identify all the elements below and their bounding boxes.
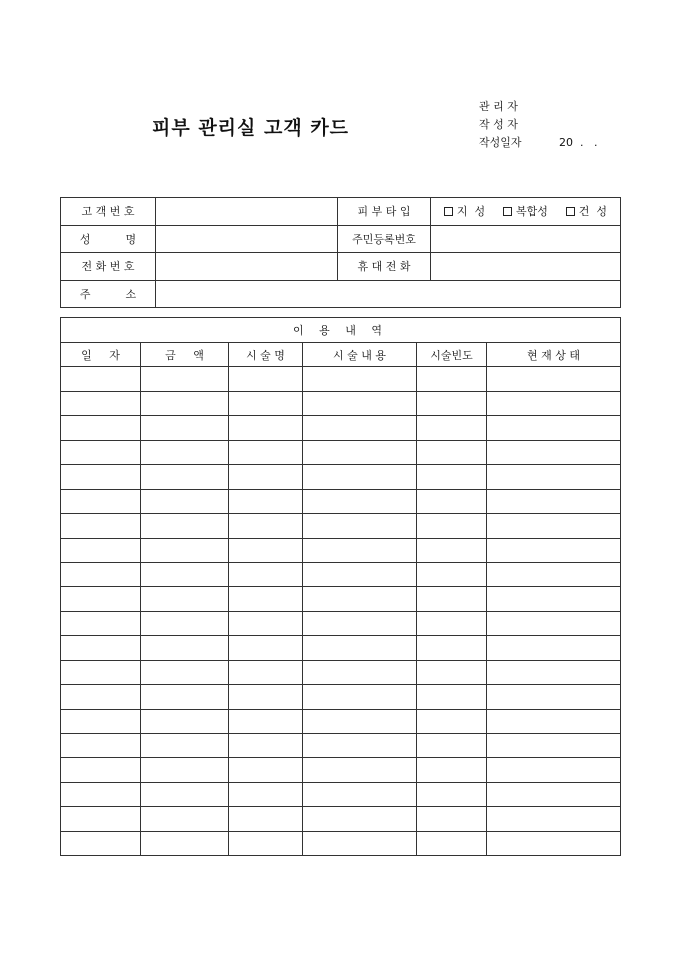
table-row <box>61 391 621 415</box>
table-cell[interactable] <box>417 758 487 782</box>
table-cell[interactable] <box>229 782 303 806</box>
table-cell[interactable] <box>61 709 141 733</box>
table-cell[interactable] <box>141 391 229 415</box>
table-cell[interactable] <box>417 465 487 489</box>
table-cell[interactable] <box>141 685 229 709</box>
table-cell[interactable] <box>229 538 303 562</box>
table-cell[interactable] <box>487 758 621 782</box>
manager-row <box>479 98 619 116</box>
table-cell[interactable] <box>487 538 621 562</box>
address-label: 주 소 <box>61 280 156 308</box>
table-cell[interactable] <box>303 367 417 391</box>
table-cell[interactable] <box>141 660 229 684</box>
table-cell[interactable] <box>303 465 417 489</box>
table-cell[interactable] <box>417 611 487 635</box>
table-cell[interactable] <box>61 514 141 538</box>
table-cell[interactable] <box>61 807 141 831</box>
table-cell[interactable] <box>141 758 229 782</box>
table-cell[interactable] <box>303 660 417 684</box>
table-cell[interactable] <box>487 831 621 855</box>
info-row <box>61 280 621 308</box>
table-cell[interactable] <box>61 685 141 709</box>
table-cell[interactable] <box>229 416 303 440</box>
table-cell[interactable] <box>417 514 487 538</box>
table-cell[interactable] <box>61 758 141 782</box>
table-row <box>61 562 621 586</box>
table-cell[interactable] <box>141 831 229 855</box>
table-cell[interactable] <box>141 611 229 635</box>
manager-label: 관 리 자 <box>479 100 518 113</box>
table-cell[interactable] <box>303 562 417 586</box>
table-cell[interactable] <box>141 367 229 391</box>
table-cell[interactable] <box>417 489 487 513</box>
usage-header-row <box>61 343 621 367</box>
table-cell[interactable] <box>487 709 621 733</box>
customer-no-label: 고 객 번 호 <box>61 198 156 226</box>
table-cell[interactable] <box>303 734 417 758</box>
table-cell[interactable] <box>229 660 303 684</box>
date-value[interactable]: 20 . . <box>559 136 598 149</box>
customer-no-field[interactable] <box>156 198 338 226</box>
table-cell[interactable] <box>141 416 229 440</box>
table-cell[interactable] <box>61 734 141 758</box>
table-cell[interactable] <box>141 440 229 464</box>
table-cell[interactable] <box>487 807 621 831</box>
skin-option-dry[interactable]: 건 성 <box>566 203 607 219</box>
table-cell[interactable] <box>303 611 417 635</box>
table-cell[interactable] <box>141 734 229 758</box>
table-cell[interactable] <box>61 367 141 391</box>
page-title: 피부 관리실 고객 카드 <box>152 117 350 139</box>
skin-option-combination[interactable]: 복합성 <box>503 203 548 219</box>
checkbox-icon <box>444 207 453 216</box>
table-cell[interactable] <box>417 440 487 464</box>
customer-info-table <box>60 197 621 308</box>
table-cell[interactable] <box>417 538 487 562</box>
skin-option-oily[interactable]: 지 성 <box>444 203 485 219</box>
phone-label: 전 화 번 호 <box>61 253 156 281</box>
table-cell[interactable] <box>487 440 621 464</box>
skin-type-label: 피 부 타 입 <box>338 198 431 226</box>
skin-type-field <box>431 198 621 226</box>
table-cell[interactable] <box>61 831 141 855</box>
table-cell[interactable] <box>303 514 417 538</box>
col-header-amount: 금 액 <box>141 343 229 367</box>
table-cell[interactable] <box>61 782 141 806</box>
resident-no-label: 주민등록번호 <box>338 225 431 253</box>
table-cell[interactable] <box>141 587 229 611</box>
table-cell[interactable] <box>61 440 141 464</box>
table-cell[interactable] <box>303 782 417 806</box>
usage-caption: 이 용 내 역 <box>61 318 621 343</box>
table-cell[interactable] <box>229 562 303 586</box>
address-field[interactable] <box>156 280 621 308</box>
table-row <box>61 831 621 855</box>
table-cell[interactable] <box>229 391 303 415</box>
table-cell[interactable] <box>141 807 229 831</box>
table-cell[interactable] <box>417 831 487 855</box>
table-row <box>61 660 621 684</box>
table-cell[interactable] <box>303 416 417 440</box>
checkbox-icon <box>566 207 575 216</box>
table-cell[interactable] <box>487 514 621 538</box>
writer-row <box>479 116 619 134</box>
table-cell[interactable] <box>303 831 417 855</box>
col-header-treatment-detail: 시 술 내 용 <box>303 343 417 367</box>
table-cell[interactable] <box>417 416 487 440</box>
table-cell[interactable] <box>229 636 303 660</box>
meta-block <box>479 98 619 152</box>
manager-value[interactable] <box>559 98 619 116</box>
table-cell[interactable] <box>487 416 621 440</box>
info-row <box>61 198 621 226</box>
name-field[interactable] <box>156 225 338 253</box>
table-cell[interactable] <box>229 611 303 635</box>
table-cell[interactable] <box>229 489 303 513</box>
table-cell[interactable] <box>417 709 487 733</box>
table-cell[interactable] <box>141 709 229 733</box>
table-cell[interactable] <box>487 562 621 586</box>
table-cell[interactable] <box>229 587 303 611</box>
table-cell[interactable] <box>487 636 621 660</box>
table-row <box>61 416 621 440</box>
usage-rows <box>61 367 621 856</box>
table-cell[interactable] <box>487 391 621 415</box>
table-cell[interactable] <box>417 391 487 415</box>
table-cell[interactable] <box>229 685 303 709</box>
col-header-current-status: 현 재 상 태 <box>487 343 621 367</box>
table-cell[interactable] <box>229 465 303 489</box>
table-cell[interactable] <box>229 807 303 831</box>
table-row <box>61 611 621 635</box>
table-cell[interactable] <box>229 709 303 733</box>
table-cell[interactable] <box>141 562 229 586</box>
table-cell[interactable] <box>141 636 229 660</box>
table-cell[interactable] <box>417 660 487 684</box>
table-cell[interactable] <box>61 416 141 440</box>
col-header-treatment: 시 술 명 <box>229 343 303 367</box>
table-cell[interactable] <box>229 831 303 855</box>
table-row <box>61 440 621 464</box>
table-cell[interactable] <box>141 489 229 513</box>
table-cell[interactable] <box>141 465 229 489</box>
table-cell[interactable] <box>61 465 141 489</box>
name-label: 성 명 <box>61 225 156 253</box>
table-cell[interactable] <box>487 782 621 806</box>
table-row <box>61 636 621 660</box>
table-cell[interactable] <box>61 562 141 586</box>
table-cell[interactable] <box>417 636 487 660</box>
table-row <box>61 587 621 611</box>
table-row <box>61 709 621 733</box>
table-cell[interactable] <box>303 538 417 562</box>
table-cell[interactable] <box>417 734 487 758</box>
usage-history-table <box>60 317 621 856</box>
skin-type-options <box>431 203 620 219</box>
writer-label: 작 성 자 <box>479 118 518 131</box>
date-row <box>479 134 619 152</box>
table-cell[interactable] <box>229 734 303 758</box>
table-row <box>61 538 621 562</box>
table-cell[interactable] <box>303 807 417 831</box>
table-cell[interactable] <box>417 587 487 611</box>
table-cell[interactable] <box>417 562 487 586</box>
info-row <box>61 253 621 281</box>
table-row <box>61 685 621 709</box>
table-cell[interactable] <box>487 489 621 513</box>
table-cell[interactable] <box>229 514 303 538</box>
col-header-frequency: 시술빈도 <box>417 343 487 367</box>
table-cell[interactable] <box>417 782 487 806</box>
table-cell[interactable] <box>141 538 229 562</box>
table-cell[interactable] <box>487 367 621 391</box>
table-row <box>61 489 621 513</box>
table-cell[interactable] <box>417 685 487 709</box>
table-cell[interactable] <box>303 685 417 709</box>
table-cell[interactable] <box>487 611 621 635</box>
table-cell[interactable] <box>487 660 621 684</box>
table-cell[interactable] <box>487 465 621 489</box>
table-row <box>61 782 621 806</box>
table-cell[interactable] <box>61 660 141 684</box>
table-row <box>61 367 621 391</box>
mobile-label: 휴 대 전 화 <box>338 253 431 281</box>
table-cell[interactable] <box>141 782 229 806</box>
table-cell[interactable] <box>303 636 417 660</box>
table-cell[interactable] <box>141 514 229 538</box>
checkbox-icon <box>503 207 512 216</box>
table-row <box>61 465 621 489</box>
table-cell[interactable] <box>303 758 417 782</box>
table-cell[interactable] <box>229 440 303 464</box>
table-row <box>61 758 621 782</box>
table-cell[interactable] <box>303 489 417 513</box>
table-row <box>61 734 621 758</box>
table-cell[interactable] <box>61 538 141 562</box>
writer-value[interactable] <box>559 116 619 134</box>
table-cell[interactable] <box>487 685 621 709</box>
table-cell[interactable] <box>417 367 487 391</box>
table-cell[interactable] <box>417 807 487 831</box>
table-cell[interactable] <box>303 440 417 464</box>
date-label: 작성일자 <box>479 136 522 149</box>
table-cell[interactable] <box>487 587 621 611</box>
info-row <box>61 225 621 253</box>
table-cell[interactable] <box>61 611 141 635</box>
usage-caption-row <box>61 318 621 343</box>
table-cell[interactable] <box>61 587 141 611</box>
table-cell[interactable] <box>303 709 417 733</box>
table-cell[interactable] <box>303 587 417 611</box>
table-cell[interactable] <box>61 391 141 415</box>
table-cell[interactable] <box>61 489 141 513</box>
mobile-field[interactable] <box>431 253 621 281</box>
phone-field[interactable] <box>156 253 338 281</box>
table-cell[interactable] <box>229 367 303 391</box>
table-cell[interactable] <box>303 391 417 415</box>
col-header-date: 일 자 <box>61 343 141 367</box>
table-cell[interactable] <box>61 636 141 660</box>
table-cell[interactable] <box>229 758 303 782</box>
resident-no-field[interactable] <box>431 225 621 253</box>
table-row <box>61 807 621 831</box>
table-row <box>61 514 621 538</box>
table-cell[interactable] <box>487 734 621 758</box>
